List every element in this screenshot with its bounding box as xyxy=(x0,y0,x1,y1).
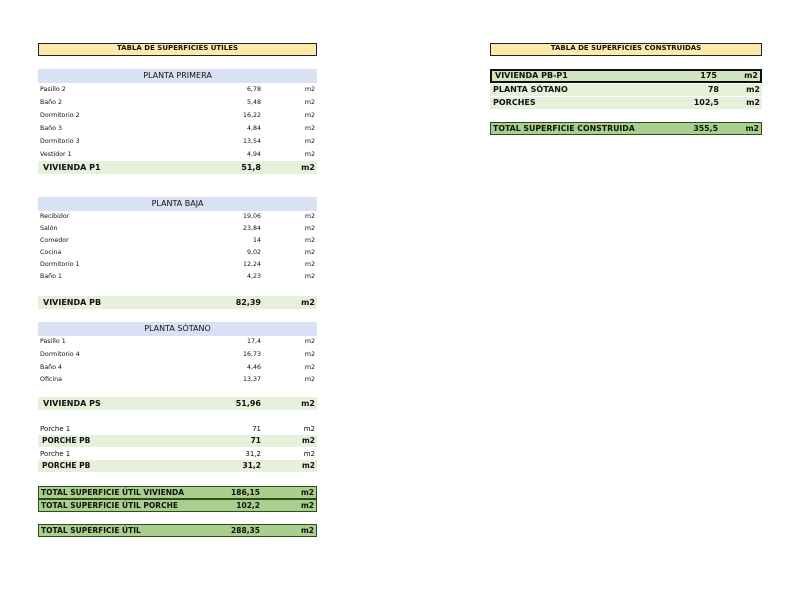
room-area: 9,02 xyxy=(246,249,261,256)
table-row xyxy=(38,259,317,271)
construida-label: VIVIENDA PB-P1 xyxy=(495,71,568,80)
total-label: TOTAL SUPERFICIE CONSTRUIDA xyxy=(493,124,635,133)
porche-name: Porche 1 xyxy=(40,425,71,433)
table-row xyxy=(38,223,317,235)
porche-subtotal-row xyxy=(38,460,317,472)
room-unit: m2 xyxy=(304,237,315,244)
total-util-vivienda xyxy=(38,486,317,499)
construida-label: PORCHES xyxy=(493,98,536,107)
room-area: 19,06 xyxy=(242,213,261,220)
table-row xyxy=(38,271,317,283)
room-unit: m2 xyxy=(304,99,315,106)
room-area: 12,24 xyxy=(242,261,261,268)
table-row xyxy=(38,235,317,247)
porche-row xyxy=(38,448,317,460)
porche-area: 71 xyxy=(250,436,261,445)
porche-area: 31,2 xyxy=(242,461,261,470)
table-row xyxy=(38,97,317,109)
porche-area: 71 xyxy=(252,425,261,433)
room-unit: m2 xyxy=(304,376,315,383)
porche-row xyxy=(38,423,317,435)
room-name: Pasillo 2 xyxy=(40,86,66,93)
room-name: Salón xyxy=(40,225,58,232)
room-name: Baño 2 xyxy=(40,99,63,106)
room-area: 14 xyxy=(252,237,261,244)
subtotal-vivienda-pb xyxy=(38,296,317,309)
utiles-title: TABLA DE SUPERFICIES ÚTILES xyxy=(38,43,317,56)
room-name: Baño 4 xyxy=(40,364,63,371)
total-unit: m2 xyxy=(300,488,314,497)
total-unit: m2 xyxy=(300,501,314,510)
room-name: Vestidor 1 xyxy=(40,151,72,158)
subtotal-unit: m2 xyxy=(301,163,315,172)
construida-value: 175 xyxy=(700,71,717,80)
room-name: Baño 1 xyxy=(40,273,63,280)
subtotal-vivienda-p1 xyxy=(38,161,317,174)
porche-subtotal-row xyxy=(38,435,317,447)
table-row xyxy=(38,247,317,259)
porche-name: PORCHE PB xyxy=(42,436,91,445)
section-heading-primera: PLANTA PRIMERA xyxy=(38,69,317,83)
total-label: TOTAL SUPERFICIE ÚTIL VIVIENDA xyxy=(41,488,185,497)
room-area: 16,73 xyxy=(242,351,261,358)
table-row xyxy=(38,149,317,161)
total-label: TOTAL SUPERFICIE ÚTIL xyxy=(41,526,141,535)
room-unit: m2 xyxy=(304,125,315,132)
subtotal-label: VIVIENDA PB xyxy=(43,298,102,307)
subtotal-label: VIVIENDA P1 xyxy=(43,163,101,172)
construida-row-porches xyxy=(490,97,762,109)
room-unit: m2 xyxy=(304,273,315,280)
porche-unit: m2 xyxy=(301,436,315,445)
room-name: Oficina xyxy=(40,376,62,383)
table-row xyxy=(38,362,317,374)
total-util-porche xyxy=(38,499,317,512)
room-unit: m2 xyxy=(304,112,315,119)
room-area: 4,84 xyxy=(246,125,261,132)
room-unit: m2 xyxy=(304,249,315,256)
construida-unit: m2 xyxy=(744,71,758,80)
room-name: Dormitorio 1 xyxy=(40,261,80,268)
construida-unit: m2 xyxy=(746,85,760,94)
room-area: 6,78 xyxy=(246,86,261,93)
construida-label: PLANTA SÓTANO xyxy=(493,85,568,94)
table-row xyxy=(38,336,317,348)
subtotal-value: 51,96 xyxy=(235,399,261,408)
section-heading-baja: PLANTA BAJA xyxy=(38,197,317,211)
table-row xyxy=(38,110,317,122)
room-name: Baño 3 xyxy=(40,125,63,132)
total-value: 355,5 xyxy=(693,124,718,133)
porche-unit: m2 xyxy=(303,425,315,433)
porche-name: Porche 1 xyxy=(40,450,71,458)
room-unit: m2 xyxy=(304,138,315,145)
total-label: TOTAL SUPERFICIE ÚTIL PORCHE xyxy=(41,501,178,510)
section-heading-sotano: PLANTA SÓTANO xyxy=(38,322,317,336)
table-row xyxy=(38,136,317,148)
subtotal-unit: m2 xyxy=(301,399,315,408)
total-construida xyxy=(490,122,762,135)
room-name: Dormitorio 3 xyxy=(40,138,80,145)
table-row xyxy=(38,349,317,361)
room-name: Recibidor xyxy=(40,213,70,220)
table-row xyxy=(38,211,317,223)
room-unit: m2 xyxy=(304,86,315,93)
room-unit: m2 xyxy=(304,364,315,371)
subtotal-unit: m2 xyxy=(301,298,315,307)
total-value: 102,2 xyxy=(236,501,260,510)
porche-name: PORCHE PB xyxy=(42,461,91,470)
subtotal-value: 82,39 xyxy=(235,298,261,307)
construida-value: 78 xyxy=(707,85,719,94)
room-unit: m2 xyxy=(304,351,315,358)
subtotal-vivienda-ps xyxy=(38,397,317,410)
room-name: Cocina xyxy=(40,249,62,256)
room-unit: m2 xyxy=(304,261,315,268)
construida-row-vivienda xyxy=(490,69,762,83)
porche-unit: m2 xyxy=(303,450,315,458)
room-area: 4,46 xyxy=(246,364,261,371)
room-name: Pasillo 1 xyxy=(40,338,66,345)
room-area: 13,54 xyxy=(242,138,261,145)
total-value: 288,35 xyxy=(231,526,260,535)
room-area: 16,22 xyxy=(242,112,261,119)
subtotal-value: 51,8 xyxy=(241,163,261,172)
total-unit: m2 xyxy=(300,526,314,535)
room-unit: m2 xyxy=(304,151,315,158)
porche-unit: m2 xyxy=(301,461,315,470)
room-unit: m2 xyxy=(304,338,315,345)
table-row xyxy=(38,123,317,135)
room-area: 5,48 xyxy=(246,99,261,106)
room-area: 4,23 xyxy=(246,273,261,280)
total-util-grand xyxy=(38,524,317,537)
subtotal-label: VIVIENDA PS xyxy=(43,399,101,408)
table-row xyxy=(38,374,317,386)
total-unit: m2 xyxy=(745,124,759,133)
construidas-title: TABLA DE SUPERFICIES CONSTRUIDAS xyxy=(490,43,762,56)
room-area: 17,4 xyxy=(246,338,261,345)
construida-row-sotano xyxy=(490,84,762,96)
room-area: 13,37 xyxy=(242,376,261,383)
room-unit: m2 xyxy=(304,213,315,220)
room-name: Comedor xyxy=(40,237,69,244)
construida-value: 102,5 xyxy=(693,98,719,107)
table-row xyxy=(38,84,317,96)
room-area: 4,94 xyxy=(246,151,261,158)
room-name: Dormitorio 4 xyxy=(40,351,80,358)
total-value: 186,15 xyxy=(231,488,260,497)
porche-area: 31,2 xyxy=(245,450,261,458)
room-unit: m2 xyxy=(304,225,315,232)
room-area: 23,84 xyxy=(242,225,261,232)
room-name: Dormitorio 2 xyxy=(40,112,80,119)
construida-unit: m2 xyxy=(746,98,760,107)
